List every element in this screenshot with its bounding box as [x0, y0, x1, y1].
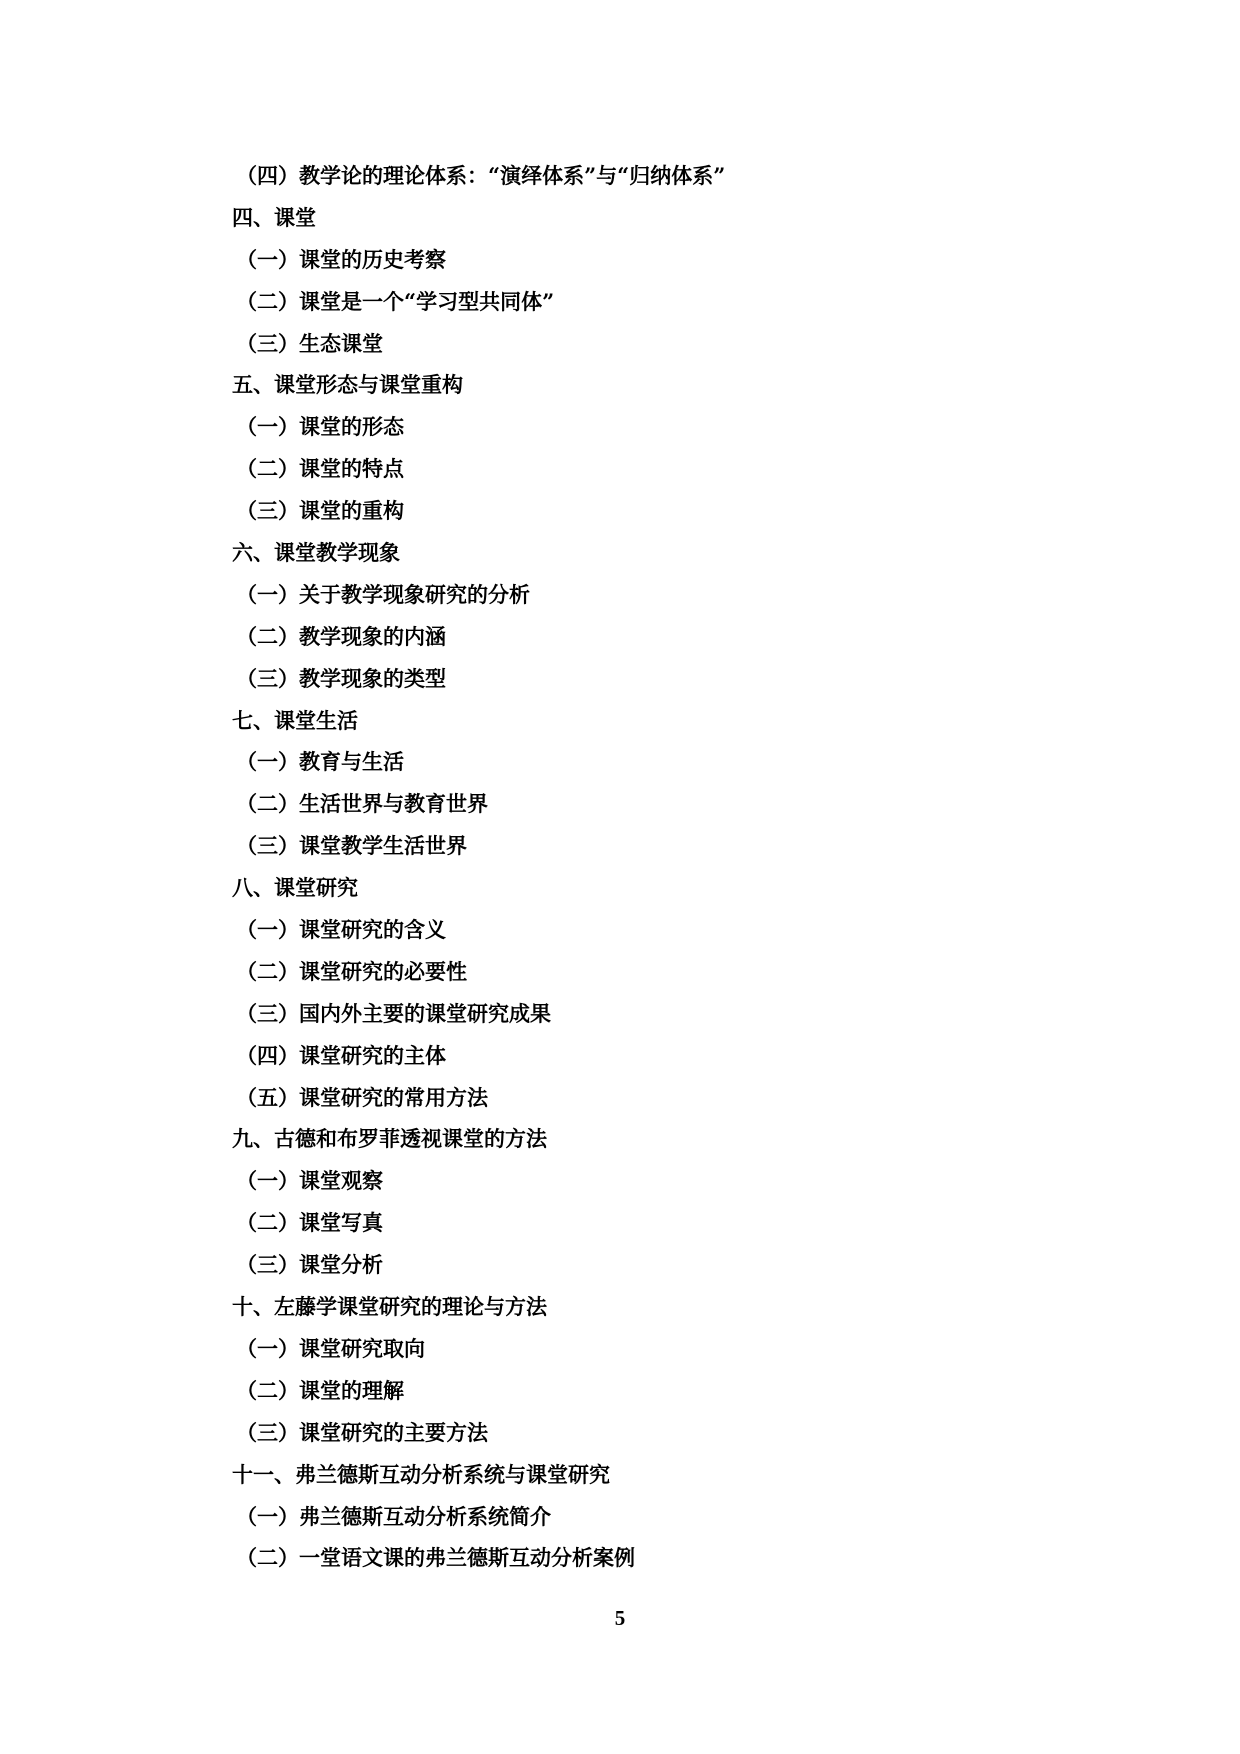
- page-number: 5: [614, 1606, 626, 1630]
- toc-subsection-item: （二）课堂研究的必要性: [236, 958, 467, 984]
- toc-subsection-item: （一）课堂的形态: [236, 414, 404, 440]
- toc-subsection-item: （一）课堂观察: [236, 1168, 383, 1194]
- toc-subsection-item: （二）教学现象的内涵: [236, 623, 446, 649]
- toc-section-heading: 五、课堂形态与课堂重构: [232, 372, 463, 398]
- toc-subsection-item: （二）课堂的特点: [236, 456, 404, 482]
- toc-subsection-item: （四）教学论的理论体系：“演绎体系”与“归纳体系”: [236, 163, 726, 188]
- toc-section-heading: 八、课堂研究: [232, 875, 358, 901]
- toc-subsection-item: （二）生活世界与教育世界: [236, 791, 488, 817]
- toc-section-heading: 六、课堂教学现象: [232, 540, 400, 566]
- toc-subsection-item: （二）一堂语文课的弗兰德斯互动分析案例: [236, 1545, 635, 1571]
- toc-section-heading: 七、课堂生活: [232, 707, 358, 733]
- toc-section-heading: 十、左藤学课堂研究的理论与方法: [232, 1294, 547, 1320]
- toc-subsection-item: （一）弗兰德斯互动分析系统简介: [236, 1503, 551, 1529]
- toc-subsection-item: （二）课堂是一个“学习型共同体”: [236, 288, 555, 314]
- toc-subsection-item: （四）课堂研究的主体: [236, 1042, 446, 1068]
- toc-section-heading: 十一、弗兰德斯互动分析系统与课堂研究: [232, 1461, 610, 1487]
- toc-subsection-item: （三）生态课堂: [236, 330, 383, 356]
- toc-subsection-item: （三）教学现象的类型: [236, 665, 446, 691]
- toc-subsection-item: （二）课堂的理解: [236, 1377, 404, 1403]
- toc-subsection-item: （三）国内外主要的课堂研究成果: [236, 1000, 551, 1026]
- toc-subsection-item: （一）教育与生活: [236, 749, 404, 775]
- toc-subsection-item: （二）课堂写真: [236, 1210, 383, 1236]
- toc-section-heading: 九、古德和布罗菲透视课堂的方法: [232, 1126, 547, 1152]
- toc-subsection-item: （三）课堂研究的主要方法: [236, 1419, 488, 1445]
- toc-subsection-item: （三）课堂教学生活世界: [236, 833, 467, 859]
- toc-subsection-item: （五）课堂研究的常用方法: [236, 1084, 488, 1110]
- toc-subsection-item: （三）课堂的重构: [236, 498, 404, 524]
- toc-subsection-item: （一）课堂研究取向: [236, 1335, 425, 1361]
- toc-subsection-item: （一）课堂的历史考察: [236, 246, 446, 272]
- toc-subsection-item: （一）课堂研究的含义: [236, 917, 446, 943]
- toc-subsection-item: （一）关于教学现象研究的分析: [236, 581, 530, 607]
- toc-subsection-item: （三）课堂分析: [236, 1252, 383, 1278]
- toc-section-heading: 四、课堂: [232, 204, 316, 230]
- table-of-contents: [232, 155, 1132, 1579]
